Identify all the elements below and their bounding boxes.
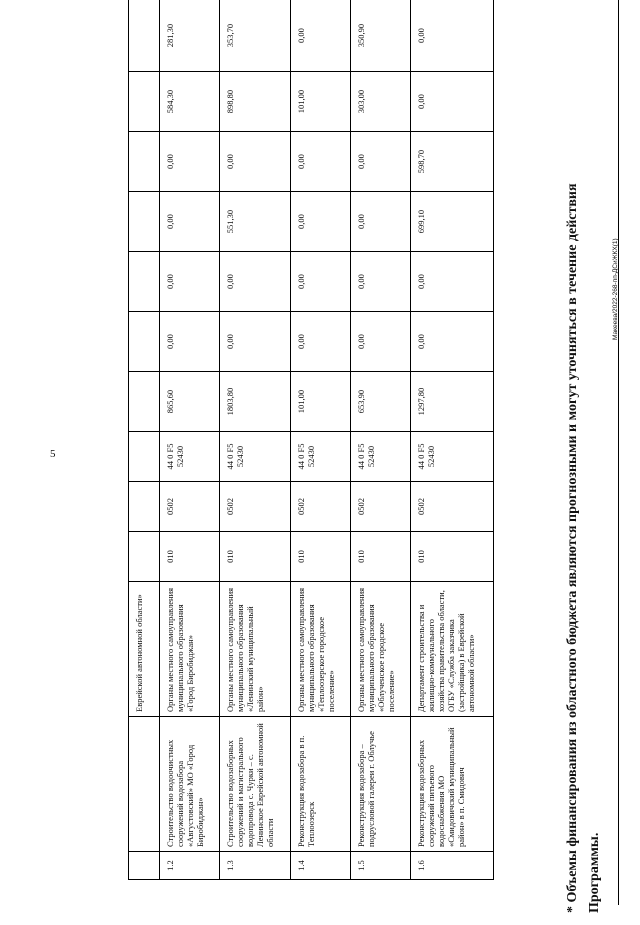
value-cell: 0,00	[291, 192, 351, 252]
value-cell: 0,00	[291, 132, 351, 192]
document-stamp: Макеева/2022-268-пп-ДСиЖКХ(1)	[612, 238, 619, 340]
value-cell: 0,00	[351, 192, 411, 252]
value-cell: 598,70	[410, 132, 493, 192]
value-cell: 584,30	[160, 72, 220, 132]
executor: Органы местного самоуправления муниципального образования «Облученское городское поселение»	[351, 582, 411, 717]
value-cell: 898,80	[219, 72, 290, 132]
rzpr-code: 0502	[219, 482, 290, 532]
rzpr-code: 0502	[291, 482, 351, 532]
grbs-code: 010	[160, 532, 220, 582]
value-cell: 0,00	[410, 252, 493, 312]
value-cell: 0,00	[410, 312, 493, 372]
grbs-code: 010	[351, 532, 411, 582]
value-cell: 0,00	[351, 132, 411, 192]
event-name: Строительство водоочистных сооружений водозабора «Августовский» МО «Город Биробиджан»	[160, 717, 220, 852]
executor: Органы местного самоуправления муниципального образования «Город Биробиджан»	[160, 582, 220, 717]
event-name: Реконструкция водозабора – подрусловой галереи г. Облучье	[351, 717, 411, 852]
value-cell: 699,10	[410, 192, 493, 252]
csr-code: 44 0 F5 52430	[291, 432, 351, 482]
value-cell: 0,00	[160, 192, 220, 252]
table-top-row	[129, 0, 160, 880]
value-cell: 0,00	[291, 312, 351, 372]
row-number: 1.6	[410, 852, 493, 880]
footnote-line-2: Программы.	[587, 832, 602, 913]
value-cell: 0,00	[291, 252, 351, 312]
event-name: Реконструкция водозаборных сооружений питьевого водоснабжения МО «Смидовичский муниципальный район» в п. Смидович	[410, 717, 493, 852]
value-cell: 350,90	[351, 0, 411, 72]
grbs-code: 010	[410, 532, 493, 582]
value-cell: 0,00	[160, 252, 220, 312]
value-cell: 1297,80	[410, 372, 493, 432]
executor: Органы местного самоуправления муниципального образования «Теплоозерское городское поселение»	[291, 582, 351, 717]
csr-code: 44 0 F5 52430	[219, 432, 290, 482]
page-number: 5	[50, 448, 56, 460]
rzpr-code: 0502	[160, 482, 220, 532]
value-cell: 281,30	[160, 0, 220, 72]
row-number: 1.4	[291, 852, 351, 880]
value-cell: 0,00	[160, 312, 220, 372]
value-cell: 0,00	[351, 312, 411, 372]
grbs-code: 010	[291, 532, 351, 582]
row-number: 1.3	[219, 852, 290, 880]
table-row	[160, 0, 220, 880]
value-cell: 865,60	[160, 372, 220, 432]
value-cell: 101,00	[291, 72, 351, 132]
value-cell: 0,00	[351, 252, 411, 312]
footnote-line-1: * Объемы финансирования из областного бюджета являются прогнозными и могут уточняться в течение действия	[565, 183, 580, 913]
footnote	[565, 20, 605, 925]
rzpr-code: 0502	[410, 482, 493, 532]
financing-table	[128, 0, 494, 880]
table-row	[291, 0, 351, 880]
value-cell: 101,00	[291, 372, 351, 432]
row-number: 1.5	[351, 852, 411, 880]
csr-code: 44 0 F5 52430	[351, 432, 411, 482]
row-number: 1.2	[160, 852, 220, 880]
value-cell: 0,00	[160, 132, 220, 192]
rzpr-code: 0502	[351, 482, 411, 532]
value-cell: 653,90	[351, 372, 411, 432]
value-cell: 1803,80	[219, 372, 290, 432]
grbs-code: 010	[219, 532, 290, 582]
table-row	[410, 0, 493, 880]
csr-code: 44 0 F5 52430	[410, 432, 493, 482]
value-cell: 0,00	[410, 72, 493, 132]
executor: Органы местного самоуправления муниципального образования «Ленинский муниципальный район»	[219, 582, 290, 717]
value-cell: 0,00	[219, 312, 290, 372]
executor: Департамент строительства и жилищно-коммунального хозяйства правительства области, ОГБУ «Служба заказчика (застройщика) в Еврейской автономной области»	[410, 582, 493, 717]
value-cell: 353,70	[219, 0, 290, 72]
value-cell: 0,00	[291, 0, 351, 72]
value-cell: 303,00	[351, 72, 411, 132]
value-cell: 0,00	[410, 0, 493, 72]
top-row-cell: Еврейской автономной области»	[129, 582, 160, 717]
event-name: Реконструкция водозабора в п. Теплоозерск	[291, 717, 351, 852]
value-cell: 0,00	[219, 132, 290, 192]
value-cell: 0,00	[219, 252, 290, 312]
table-row	[351, 0, 411, 880]
event-name: Строительство водозаборных сооружений и магистрального водопровода с. Чурки – с. Ленинское Еврейской автономной области	[219, 717, 290, 852]
value-cell: 551,30	[219, 192, 290, 252]
csr-code: 44 0 F5 52430	[160, 432, 220, 482]
table-row	[219, 0, 290, 880]
